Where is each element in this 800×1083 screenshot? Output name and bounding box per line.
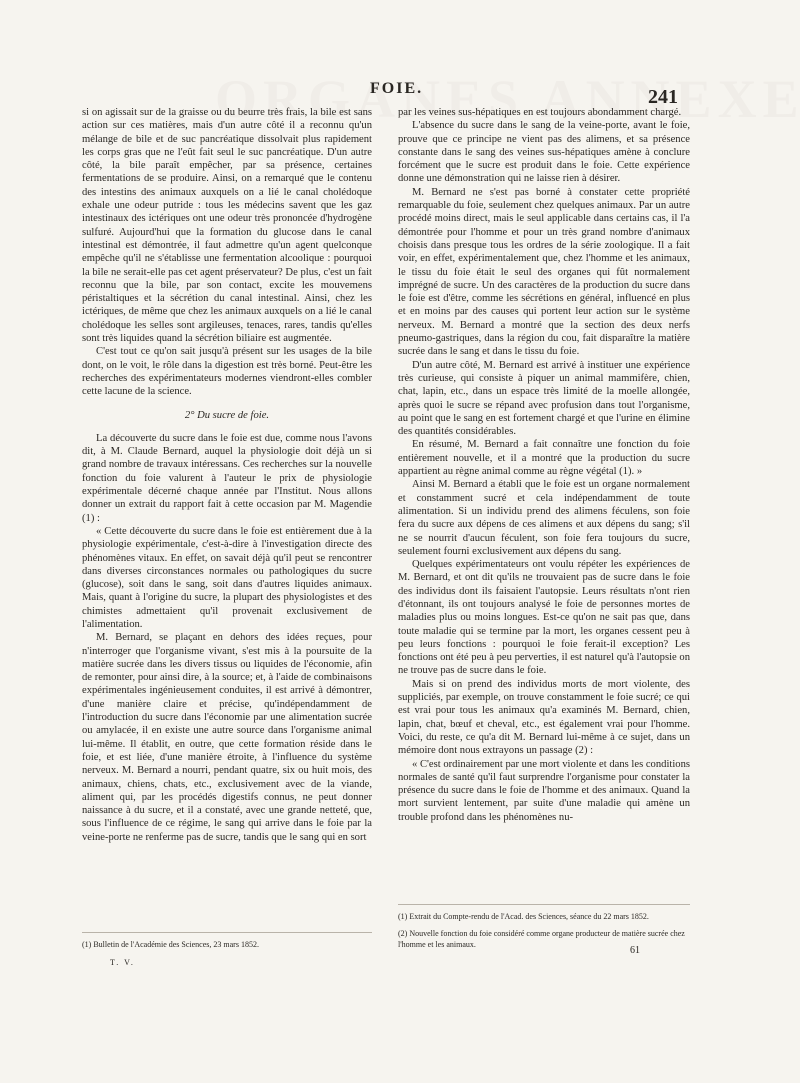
paragraph: Ainsi M. Bernard a établi que le foie est un organe normalement et constamment sucré et cela indépendamment de toute alimentation. Si un individu prend des alimens féculens, son foie fera du sucre aux dépens de ces alimens et aux dépens du sang; s'il ne se nourrit d'aucun féculent, son foie fera toujours du sucre, seulement fourni exclusivement aux dépens du sang. (398, 479, 690, 557)
paragraph: L'absence du sucre dans le sang de la veine-porte, avant le foie, prouve que ce principe ne vient pas des alimens, et sa présence constante dans le sang des veines sus-hépatiques amène à conclure forcément que le sucre est produit dans le foie. Cette expérience donne une démonstration qui ne laisse rien à désirer. (398, 120, 690, 185)
right-column (398, 106, 690, 824)
paragraph: Quelques expérimentateurs ont voulu répéter les expériences de M. Bernard, et ont dit qu'ils ne trouvaient pas de sucre dans le foie des individus dont ils faisaient l'autopsie. Leurs résultats n'ont rien d'étonnant, ils ont toujours analysé le foie de personnes mortes de maladies plus ou moins longues. Est-ce qu'on ne sait pas que, dans toute maladie qui se termine par la mort, les organes cessent peu à peu leurs fonctions : pourquoi le foie ferait-il exception? Les fonctions ont été peu à peu perverties, il est naturel qu'à l'autopsie on ne trouve pas de sucre dans le foie. (398, 559, 690, 677)
sheet-signature: 61 (630, 945, 640, 956)
paragraph: La découverte du sucre dans le foie est due, comme nous l'avons dit, à M. Claude Bernard, auquel la physiologie doit déjà un si grand nombre de travaux intéressans. Ces recherches sur la nouvelle fonction du foie valurent à l'auteur le prix de physiologie expérimentale décerné chaque année par l'Institut. Nous allons donner un extrait du rapport fait à cette occasion par M. Magendie (1) : (82, 432, 372, 524)
left-footnotes (82, 932, 372, 950)
paragraph: En résumé, M. Bernard a fait connaître une fonction du foie entièrement nouvelle, et il a montré que la production du sucre appartient au règne animal comme au règne végétal (1). » (398, 439, 690, 478)
running-head-title: FOIE. (370, 80, 424, 97)
paragraph: M. Bernard ne s'est pas borné à constater cette propriété remarquable du foie, seulement chez quelques animaux. Par un autre procédé moins direct, mais le seul applicable dans certains cas, il l'a démontrée pour l'homme et pour un très grand nombre d'animaux choisis dans presque tous les ordres de la série zoologique. Il a fait voir, en effet, expérimentalement que, chez l'homme et les animaux, le tissu du foie était le seul des organes qui fût normalement imprégné de sucre. Un des caractères de la production du sucre dans le foie est d'être, comme les sécrétions en général, influencé en plus et en moins par des causes qui portent leur action sur le système nerveux. M. Bernard a montré que la section des deux nerfs pneumo-gastriques, dans la région du cou, fait disparaître la matière sucrée dans le sang et dans le tissu du foie. (398, 186, 690, 358)
paragraph: par les veines sus-hépatiques en est toujours abondamment chargé. (398, 107, 682, 118)
paragraph: « Cette découverte du sucre dans le foie est entièrement due à la physiologie expérimentale, c'est-à-dire à l'investigation directe des phénomènes vitaux. En effet, on savait déjà qu'il peut se rencontrer dans diverses circonstances normales ou pathologiques du sucre (glucose), soit dans le sang, soit dans d'autres liquides animaux. Mais, quant à l'origine du sucre, la plupart des physiologistes et des chimistes admettaient qu'il provenait exclusivement de l'alimentation. (82, 525, 372, 630)
footnote: (2) Nouvelle fonction du foie considéré comme organe producteur de matière sucrée chez l'homme et les animaux. (398, 929, 685, 949)
left-column (82, 106, 372, 844)
footnote: (1) Extrait du Compte-rendu de l'Acad. des Sciences, séance du 22 mars 1852. (398, 912, 649, 921)
volume-signature: T. V. (110, 958, 135, 967)
paragraph: M. Bernard, se plaçant en dehors des idées reçues, pour n'interroger que l'organisme vivant, s'est mis à la poursuite de la matière sucrée dans les divers tissus ou liquides de l'économie, afin de remonter, pour ainsi dire, à la source; et, à l'aide de combinaisons expérimentales ingénieusement conduites, il est arrivé à démontrer, d'une manière claire et précise, qu'indépendamment de l'introduction du sucre dans l'économie par une alimentation sucrée ou amylacée, il en existe une autre source dans l'organisme animal lui-même. Il établit, en outre, que cette formation réside dans le foie, et est liée, d'une manière étroite, à l'influence du système nerveux. M. Bernard a nourri, pendant quatre, six ou huit mois, des animaux, chiens, chats, etc., exclusivement avec de la viande, aliment qui, par les procédés digestifs connus, ne peut donner naissance à du sucre, et il a constaté, avec une grande netteté, que, sous l'influence de ce régime, le sang qui arrive dans le foie par la veine-porte ne renferme pas de sucre, tandis que le sang qui en sort (82, 632, 372, 843)
right-footnotes (398, 904, 690, 950)
paragraph: C'est tout ce qu'on sait jusqu'à présent sur les usages de la bile dont, on le voit, le rôle dans la digestion est très borné. Peut-être les recherches des expérimentateurs modernes viendront-elles combler cette lacune de la science. (82, 346, 372, 398)
footnote: (1) Bulletin de l'Académie des Sciences, 23 mars 1852. (82, 940, 259, 949)
paragraph: D'un autre côté, M. Bernard est arrivé à instituer une expérience très curieuse, qui consiste à piquer un animal mammifère, chien, chat, lapin, etc., dans un espace très limité de la moelle allongée, après quoi le sucre se répand avec profusion dans tout l'organisme, au point que le sang en est fortement chargé et que l'urine en élimine des quantités considérables. (398, 359, 690, 438)
paragraph: « C'est ordinairement par une mort violente et dans les conditions normales de santé qu'il faut surprendre l'organisme pour constater la présence du sucre dans le foie de l'homme et des animaux. Quand la mort survient lentement, par suite d'une maladie qui amène un trouble profond dans les phénomènes nu- (398, 758, 690, 823)
paragraph: Mais si on prend des individus morts de mort violente, des suppliciés, par exemple, on trouve constamment le foie sucré; ce qui est vrai pour tous les animaux qu'a examinés M. Bernard, chien, lapin, chat, bœuf et cheval, etc., est également vrai pour l'homme. Voici, du reste, ce qu'a dit M. Bernard lui-même à ce sujet, dans un mémoire dont nous extrayons un passage (2) : (398, 678, 690, 757)
paragraph: si on agissait sur de la graisse ou du beurre très frais, la bile est sans action sur ces matières, mais d'un autre côté il a reconnu qu'un mélange de bile et de suc pancréatique dissolvait plus rapidement les corps gras que ne l'eût fait seul le suc pancréatique. D'un autre côté, la bile paraît empêcher, par sa présence, certaines fermentations de se produire. Ainsi, on a remarqué que le contenu des intestins des animaux auxquels on a lié le canal cholédoque exhale une odeur putride : tous les médecins savent que les gaz intestinaux des ictériques ont une odeur très prononcée d'hydrogène sulfuré. Aujourd'hui que la formation du glucose dans le canal intestinal est démontrée, il faut admettre qu'un agent quelconque empêche qu'il ne s'établisse une fermentation alcoolique : pourquoi la bile ne serait-elle pas cet agent préservateur? De plus, c'est un fait reconnu que la bile, par son contact, excite les mouvemens péristaltiques et la sécrétion du canal intestinal. Ainsi, chez les ictériques, de même que chez les animaux auxquels on a lié le canal cholédoque les selles sont argileuses, tenaces, rares, tandis qu'elles sont très liquides quand la sécrétion biliaire est augmentée. (82, 107, 372, 345)
page-number: 241 (648, 86, 678, 108)
section-heading: 2° Du sucre de foie. (184, 409, 270, 421)
